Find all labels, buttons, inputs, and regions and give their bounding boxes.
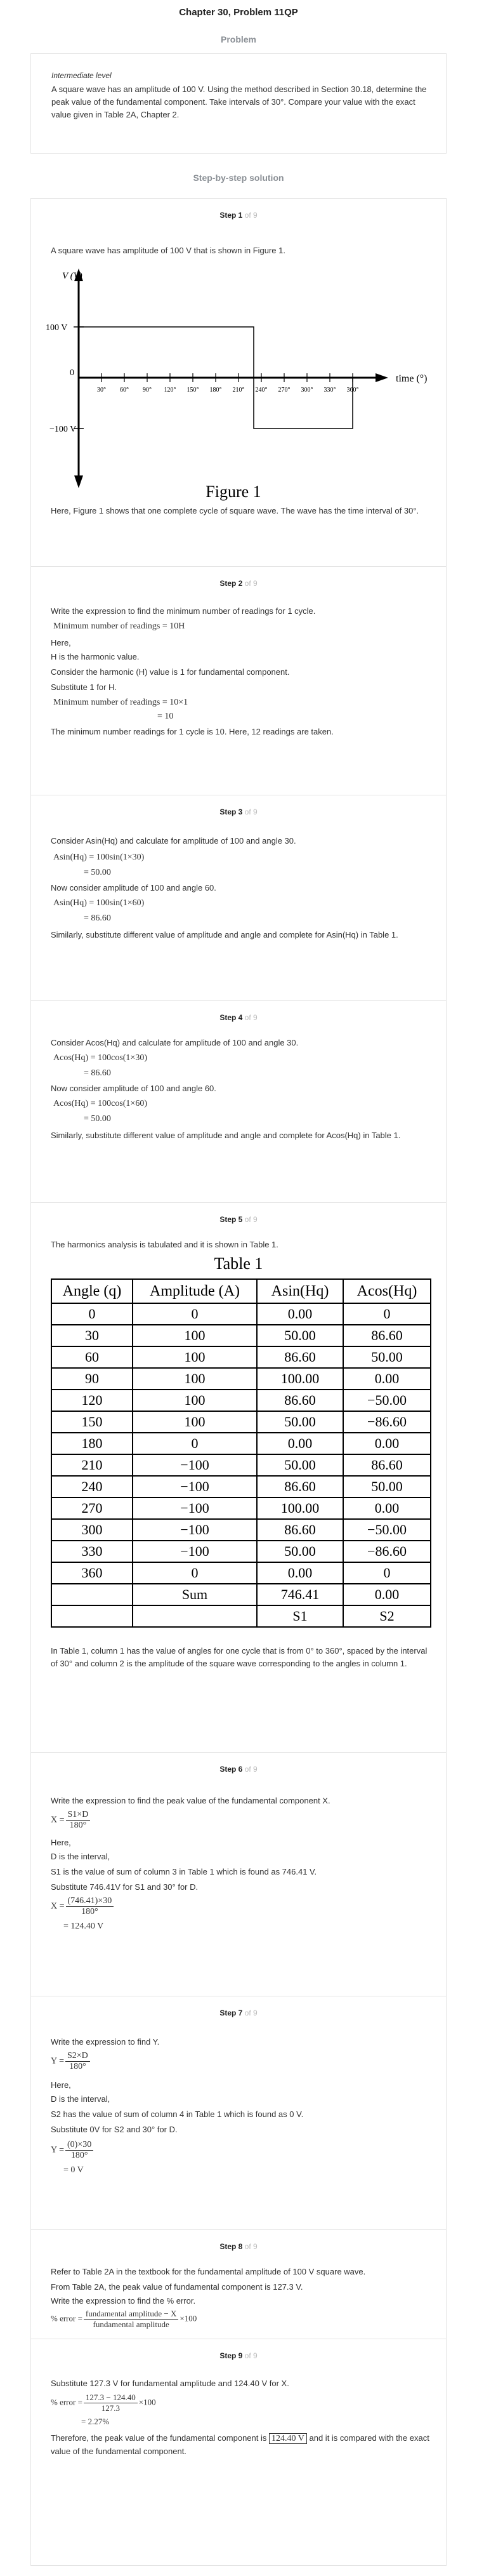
step-8-heading: Step 8 of 9 (219, 2242, 258, 2251)
square-wave-figure (46, 256, 443, 503)
step-6-heading: Step 6 of 9 (219, 1765, 258, 1774)
step-4-eq-3: Acos(Hq) = 100cos(1×60) (53, 1099, 147, 1108)
table-cell: 50.00 (257, 1325, 343, 1346)
x-tick-label: 90° (143, 387, 152, 394)
step-6-eq-3: = 124.40 V (63, 1922, 104, 1931)
table-cell (133, 1605, 257, 1627)
table-cell: 50.00 (257, 1541, 343, 1562)
table-cell: 86.60 (257, 1390, 343, 1411)
table-row (51, 1541, 431, 1562)
x-axis-label: time (°) (396, 373, 428, 384)
step-4-heading: Step 4 of 9 (219, 1013, 258, 1022)
table-cell: 50.00 (257, 1411, 343, 1433)
harmonics-table (51, 1278, 431, 1628)
step-9-eq-2: = 2.27% (81, 2417, 110, 2426)
table-cell: 180 (51, 1433, 133, 1454)
table-cell: 0.00 (343, 1497, 431, 1519)
step-6-line-5: Substitute 746.41V for S1 and 30° for D. (51, 1882, 199, 1892)
x-tick-label: 30° (97, 387, 106, 394)
step-1-outro: Here, Figure 1 shows that one complete cycle of square wave. The wave has the time interval of 30°. (51, 506, 419, 515)
table-row (51, 1519, 431, 1541)
x-tick-label: 330° (323, 387, 336, 394)
table-cell: 330 (51, 1541, 133, 1562)
step-6-line-4: S1 is the value of sum of column 3 in Table 1 which is found as 746.41 V. (51, 1867, 317, 1876)
step-5-heading: Step 5 of 9 (219, 1215, 258, 1224)
step-3-eq-3: Asin(Hq) = 100sin(1×60) (53, 898, 145, 908)
step-7-line-1: Write the expression to find Y. (51, 2037, 160, 2047)
table-cell: −50.00 (343, 1519, 431, 1541)
y-axis-arrow-down (74, 475, 83, 488)
table-row (51, 1584, 431, 1605)
step-5 (30, 1202, 447, 1752)
table-row (51, 1454, 431, 1476)
step-3-heading: Step 3 of 9 (219, 807, 258, 816)
step-8-line-2: From Table 2A, the peak value of fundamental component is 127.3 V. (51, 2282, 303, 2292)
step-6-line-1: Write the expression to find the peak value of the fundamental component X. (51, 1796, 330, 1805)
final-answer-box: 124.40 V (269, 2433, 307, 2444)
step-3-line-1: Consider Asin(Hq) and calculate for amplitude of 100 and angle 30. (51, 836, 296, 846)
table-cell: 0 (51, 1303, 133, 1325)
table-cell: 50.00 (343, 1346, 431, 1368)
step-2 (30, 566, 447, 795)
step-2-line-5: Substitute 1 for H. (51, 682, 117, 692)
table-cell: 86.60 (343, 1454, 431, 1476)
step-2-eq-2: Minimum number of readings = 10×1 (53, 698, 188, 707)
step-7-heading: Step 7 of 9 (219, 2008, 258, 2017)
table-cell: Sum (133, 1584, 257, 1605)
x-tick-label: 240° (255, 387, 268, 394)
table-cell: 100.00 (257, 1368, 343, 1390)
table-cell: −86.60 (343, 1411, 431, 1433)
table-cell: 50.00 (257, 1454, 343, 1476)
step-7-eq-3: = 0 V (63, 2165, 84, 2175)
x-tick-label: 120° (164, 387, 176, 394)
problem-panel (30, 53, 447, 154)
step-2-eq-3: = 10 (157, 712, 174, 721)
table-cell: S2 (343, 1605, 431, 1627)
table-title: Table 1 (214, 1254, 263, 1273)
table-cell (51, 1605, 133, 1627)
table-cell: −86.60 (343, 1541, 431, 1562)
step-3-eq-2: = 50.00 (84, 868, 111, 877)
step-7-line-5: Substitute 0V for S2 and 30° for D. (51, 2125, 178, 2134)
step-1-intro: A square wave has amplitude of 100 V that is shown in Figure 1. (51, 246, 285, 255)
table-cell: 240 (51, 1476, 133, 1497)
step-6 (30, 1752, 447, 1996)
step-3 (30, 795, 447, 1000)
col-header-amplitude: Amplitude (A) (133, 1279, 257, 1303)
table-row (51, 1303, 431, 1325)
table-cell: 100 (133, 1411, 257, 1433)
step-5-line-1: The harmonics analysis is tabulated and it is shown in Table 1. (51, 1240, 278, 1249)
x-axis-arrow (376, 373, 388, 382)
step-1-heading: Step 1 of 9 (219, 211, 258, 220)
step-6-line-3: D is the interval, (51, 1852, 110, 1861)
table-cell: 50.00 (343, 1476, 431, 1497)
table-cell: 360 (51, 1562, 133, 1584)
step-4-line-3: Similarly, substitute different value of amplitude and angle and complete for Acos(Hq) in Table 1. (51, 1131, 401, 1140)
table-row (51, 1411, 431, 1433)
step-8 (30, 2229, 447, 2339)
table-row (51, 1497, 431, 1519)
table-row (51, 1390, 431, 1411)
col-header-acos: Acos(Hq) (343, 1279, 431, 1303)
neg-level-label: −100 V (49, 425, 77, 434)
table-cell: −100 (133, 1541, 257, 1562)
table-cell: 210 (51, 1454, 133, 1476)
step-9-eq: % error = $\frac{127.3 - 124.40}{127.3}$ ×100 (51, 2393, 156, 2413)
step-8-line-1: Refer to Table 2A in the textbook for the fundamental amplitude of 100 V square wave. (51, 2267, 366, 2276)
step-1 (30, 198, 447, 566)
step-8-line-3: Write the expression to find the % error. (51, 2296, 196, 2306)
x-tick-label: 150° (186, 387, 199, 394)
table-row (51, 1325, 431, 1346)
step-4-eq-1: Acos(Hq) = 100cos(1×30) (53, 1053, 147, 1063)
table-cell: 100 (133, 1368, 257, 1390)
x-tick-label: 180° (209, 387, 222, 394)
step-6-eq-2: X = $\frac{(746.41)\times 30}{180^\circ}$ (51, 1896, 115, 1917)
table-row (51, 1476, 431, 1497)
step-2-line-4: Consider the harmonic (H) value is 1 for fundamental component. (51, 667, 290, 677)
step-2-line-6: The minimum number readings for 1 cycle is 10. Here, 12 readings are taken. (51, 727, 334, 736)
table-cell: 90 (51, 1368, 133, 1390)
table-cell: 270 (51, 1497, 133, 1519)
step-4-line-2: Now consider amplitude of 100 and angle 60. (51, 1084, 216, 1093)
table-row (51, 1346, 431, 1368)
table-row (51, 1605, 431, 1627)
col-header-angle: Angle (q) (51, 1279, 133, 1303)
step-2-line-1: Write the expression to find the minimum number of readings for 1 cycle. (51, 606, 316, 616)
table-cell: 30 (51, 1325, 133, 1346)
table-cell: 0 (133, 1562, 257, 1584)
table-cell: 0 (133, 1303, 257, 1325)
figure-caption: Figure 1 (206, 482, 261, 501)
x-tick-label: 300° (301, 387, 313, 394)
step-2-heading: Step 2 of 9 (219, 579, 258, 588)
table-cell (51, 1584, 133, 1605)
table-cell: 746.41 (257, 1584, 343, 1605)
col-header-asin: Asin(Hq) (257, 1279, 343, 1303)
y-axis-label: V (V) (62, 271, 82, 281)
step-7-eq-1: Y = $\frac{S2\times D}{180^\circ}$ (51, 2051, 91, 2072)
table-cell: 0 (133, 1433, 257, 1454)
table-cell: 100.00 (257, 1497, 343, 1519)
step-4-eq-2: = 86.60 (84, 1068, 111, 1078)
table-cell: 86.60 (257, 1346, 343, 1368)
x-tick-label: 360° (346, 387, 359, 394)
table-cell: 100 (133, 1390, 257, 1411)
table-cell: 0.00 (343, 1433, 431, 1454)
problem-level: Intermediate level (51, 71, 112, 80)
table-cell: S1 (257, 1605, 343, 1627)
step-2-line-2: Here, (51, 638, 71, 647)
table-cell: −100 (133, 1476, 257, 1497)
step-9-line-2: Therefore, the peak value of the fundamental component is 124.40 V and it is compared with the exact value of the fundamental component. (51, 2433, 429, 2456)
table-cell: 0 (343, 1303, 431, 1325)
step-4-eq-4: = 50.00 (84, 1114, 111, 1124)
table-cell: 86.60 (257, 1476, 343, 1497)
step-3-eq-1: Asin(Hq) = 100sin(1×30) (53, 853, 145, 862)
table-cell: 300 (51, 1519, 133, 1541)
table-cell: 150 (51, 1411, 133, 1433)
step-7 (30, 1996, 447, 2229)
x-tick-label: 60° (120, 387, 129, 394)
step-6-line-2: Here, (51, 1838, 71, 1847)
step-5-line-2: In Table 1, column 1 has the value of angles for one cycle that is from 0° to 360°, spaced by the interval of 30° and column 2 is the amplitude of the square wave corresponding to the angles in column 1. (51, 1646, 428, 1668)
step-9 (30, 2339, 447, 2566)
table-cell: 100 (133, 1325, 257, 1346)
table-cell: 0.00 (257, 1303, 343, 1325)
step-8-eq: % error = $\frac{\text{fundamental amplitude − X}}{\text{fundamental amplitude}}$ ×100 (51, 2309, 197, 2329)
table-row (51, 1562, 431, 1584)
table-cell: −50.00 (343, 1390, 431, 1411)
problem-text: A square wave has an amplitude of 100 V. Using the method described in Section 30.18, determine the peak value of the fundamental component. Take intervals of 30°. Compare your value with the exact value given in Table 2A, Chapter 2. (51, 84, 427, 119)
step-9-heading: Step 9 of 9 (219, 2351, 258, 2360)
x-ticks (97, 373, 359, 394)
step-3-line-2: Now consider amplitude of 100 and angle 60. (51, 883, 216, 893)
step-7-line-4: S2 has the value of sum of column 4 in Table 1 which is found as 0 V. (51, 2109, 304, 2119)
table-cell: 0 (343, 1562, 431, 1584)
table-cell: −100 (133, 1497, 257, 1519)
origin-label: 0 (70, 368, 74, 378)
step-6-eq-1: X = $\frac{S1\times D}{180^\circ}$ (51, 1810, 91, 1831)
step-2-eq-1: Minimum number of readings = 10H (53, 621, 185, 631)
table-cell: 100 (133, 1346, 257, 1368)
table-cell: −100 (133, 1519, 257, 1541)
problem-section-label: Problem (220, 34, 256, 44)
step-3-line-3: Similarly, substitute different value of amplitude and angle and complete for Asin(Hq) in Table 1. (51, 930, 398, 939)
table-cell: 60 (51, 1346, 133, 1368)
step-7-line-3: D is the interval, (51, 2094, 110, 2104)
table-cell: −100 (133, 1454, 257, 1476)
step-3-eq-4: = 86.60 (84, 913, 111, 923)
table-cell: 0.00 (257, 1433, 343, 1454)
table-cell: 86.60 (257, 1519, 343, 1541)
step-9-line-1: Substitute 127.3 V for fundamental amplitude and 124.40 V for X. (51, 2379, 289, 2388)
table-cell: 86.60 (343, 1325, 431, 1346)
table-cell: 0.00 (257, 1562, 343, 1584)
chapter-title: Chapter 30, Problem 11QP (179, 7, 298, 18)
table-row (51, 1433, 431, 1454)
table-cell: 0.00 (343, 1368, 431, 1390)
solution-section-label: Step-by-step solution (193, 173, 284, 183)
step-4-line-1: Consider Acos(Hq) and calculate for amplitude of 100 and angle 30. (51, 1038, 299, 1047)
table-cell: 120 (51, 1390, 133, 1411)
x-tick-label: 210° (232, 387, 245, 394)
table-header-row (51, 1279, 431, 1303)
table-row (51, 1368, 431, 1390)
x-tick-label: 270° (278, 387, 291, 394)
step-7-eq-2: Y = $\frac{(0)\times 30}{180^\circ}$ (51, 2140, 95, 2161)
step-7-line-2: Here, (51, 2080, 71, 2090)
step-2-line-3: H is the harmonic value. (51, 652, 140, 661)
table-cell: 0.00 (343, 1584, 431, 1605)
pos-level-label: 100 V (46, 323, 68, 333)
step-4 (30, 1000, 447, 1202)
